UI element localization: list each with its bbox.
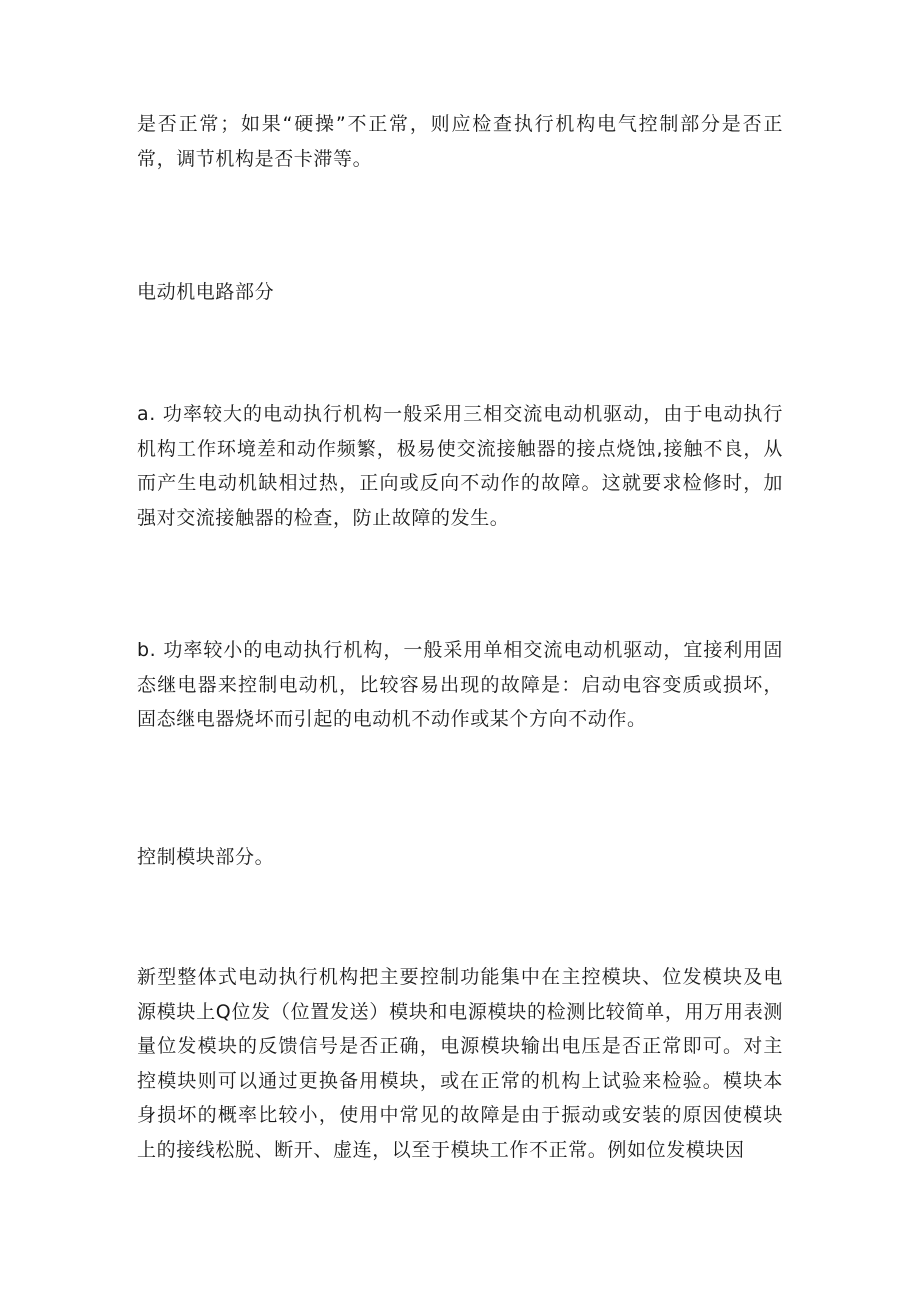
paragraph-integrated-actuator-modules: 新型整体式电动执行机构把主要控制功能集中在主控模块、位发模块及电源模块上Q位发（位置发送）模块和电源模块的检测比较简单，用万用表测量位发模块的反馈信号是否正确，电源模块输出电压是否正常即可。对主控模块则可以通过更换备用模块，或在正常的机构上试验来检验。模块本身损坏的概率比较小，使用中常见的故障是由于振动或安装的原因使模块上的接线松脱、断开、虚连，以至于模块工作不正常。例如位发模块因: [137, 966, 783, 1161]
section-heading-motor-circuit: 电动机电路部分: [137, 281, 275, 303]
section-heading-control-module: 控制模块部分。: [137, 846, 275, 868]
paragraph-hard-operation-check: 是否正常；如果“硬操”不正常，则应检查执行机构电气控制部分是否正常，调节机构是否卡滞等。: [137, 113, 783, 170]
paragraph-high-power-actuator: a. 功率较大的电动执行机构一般采用三相交流电动机驱动，由于电动执行机构工作环境差和动作频繁，极易使交流接触器的接点烧蚀,接触不良，从而产生电动机缺相过热，正向或反向不动作的故障。这就要求检修时，加强对交流接触器的检查，防止故障的发生。: [137, 403, 783, 529]
paragraph-low-power-actuator: b. 功率较小的电动执行机构，一般采用单相交流电动机驱动，宜接利用固态继电器来控制电动机，比较容易出现的故障是：启动电容变质或损坏，固态继电器烧坏而引起的电动机不动作或某个方向不动作。: [137, 639, 783, 730]
